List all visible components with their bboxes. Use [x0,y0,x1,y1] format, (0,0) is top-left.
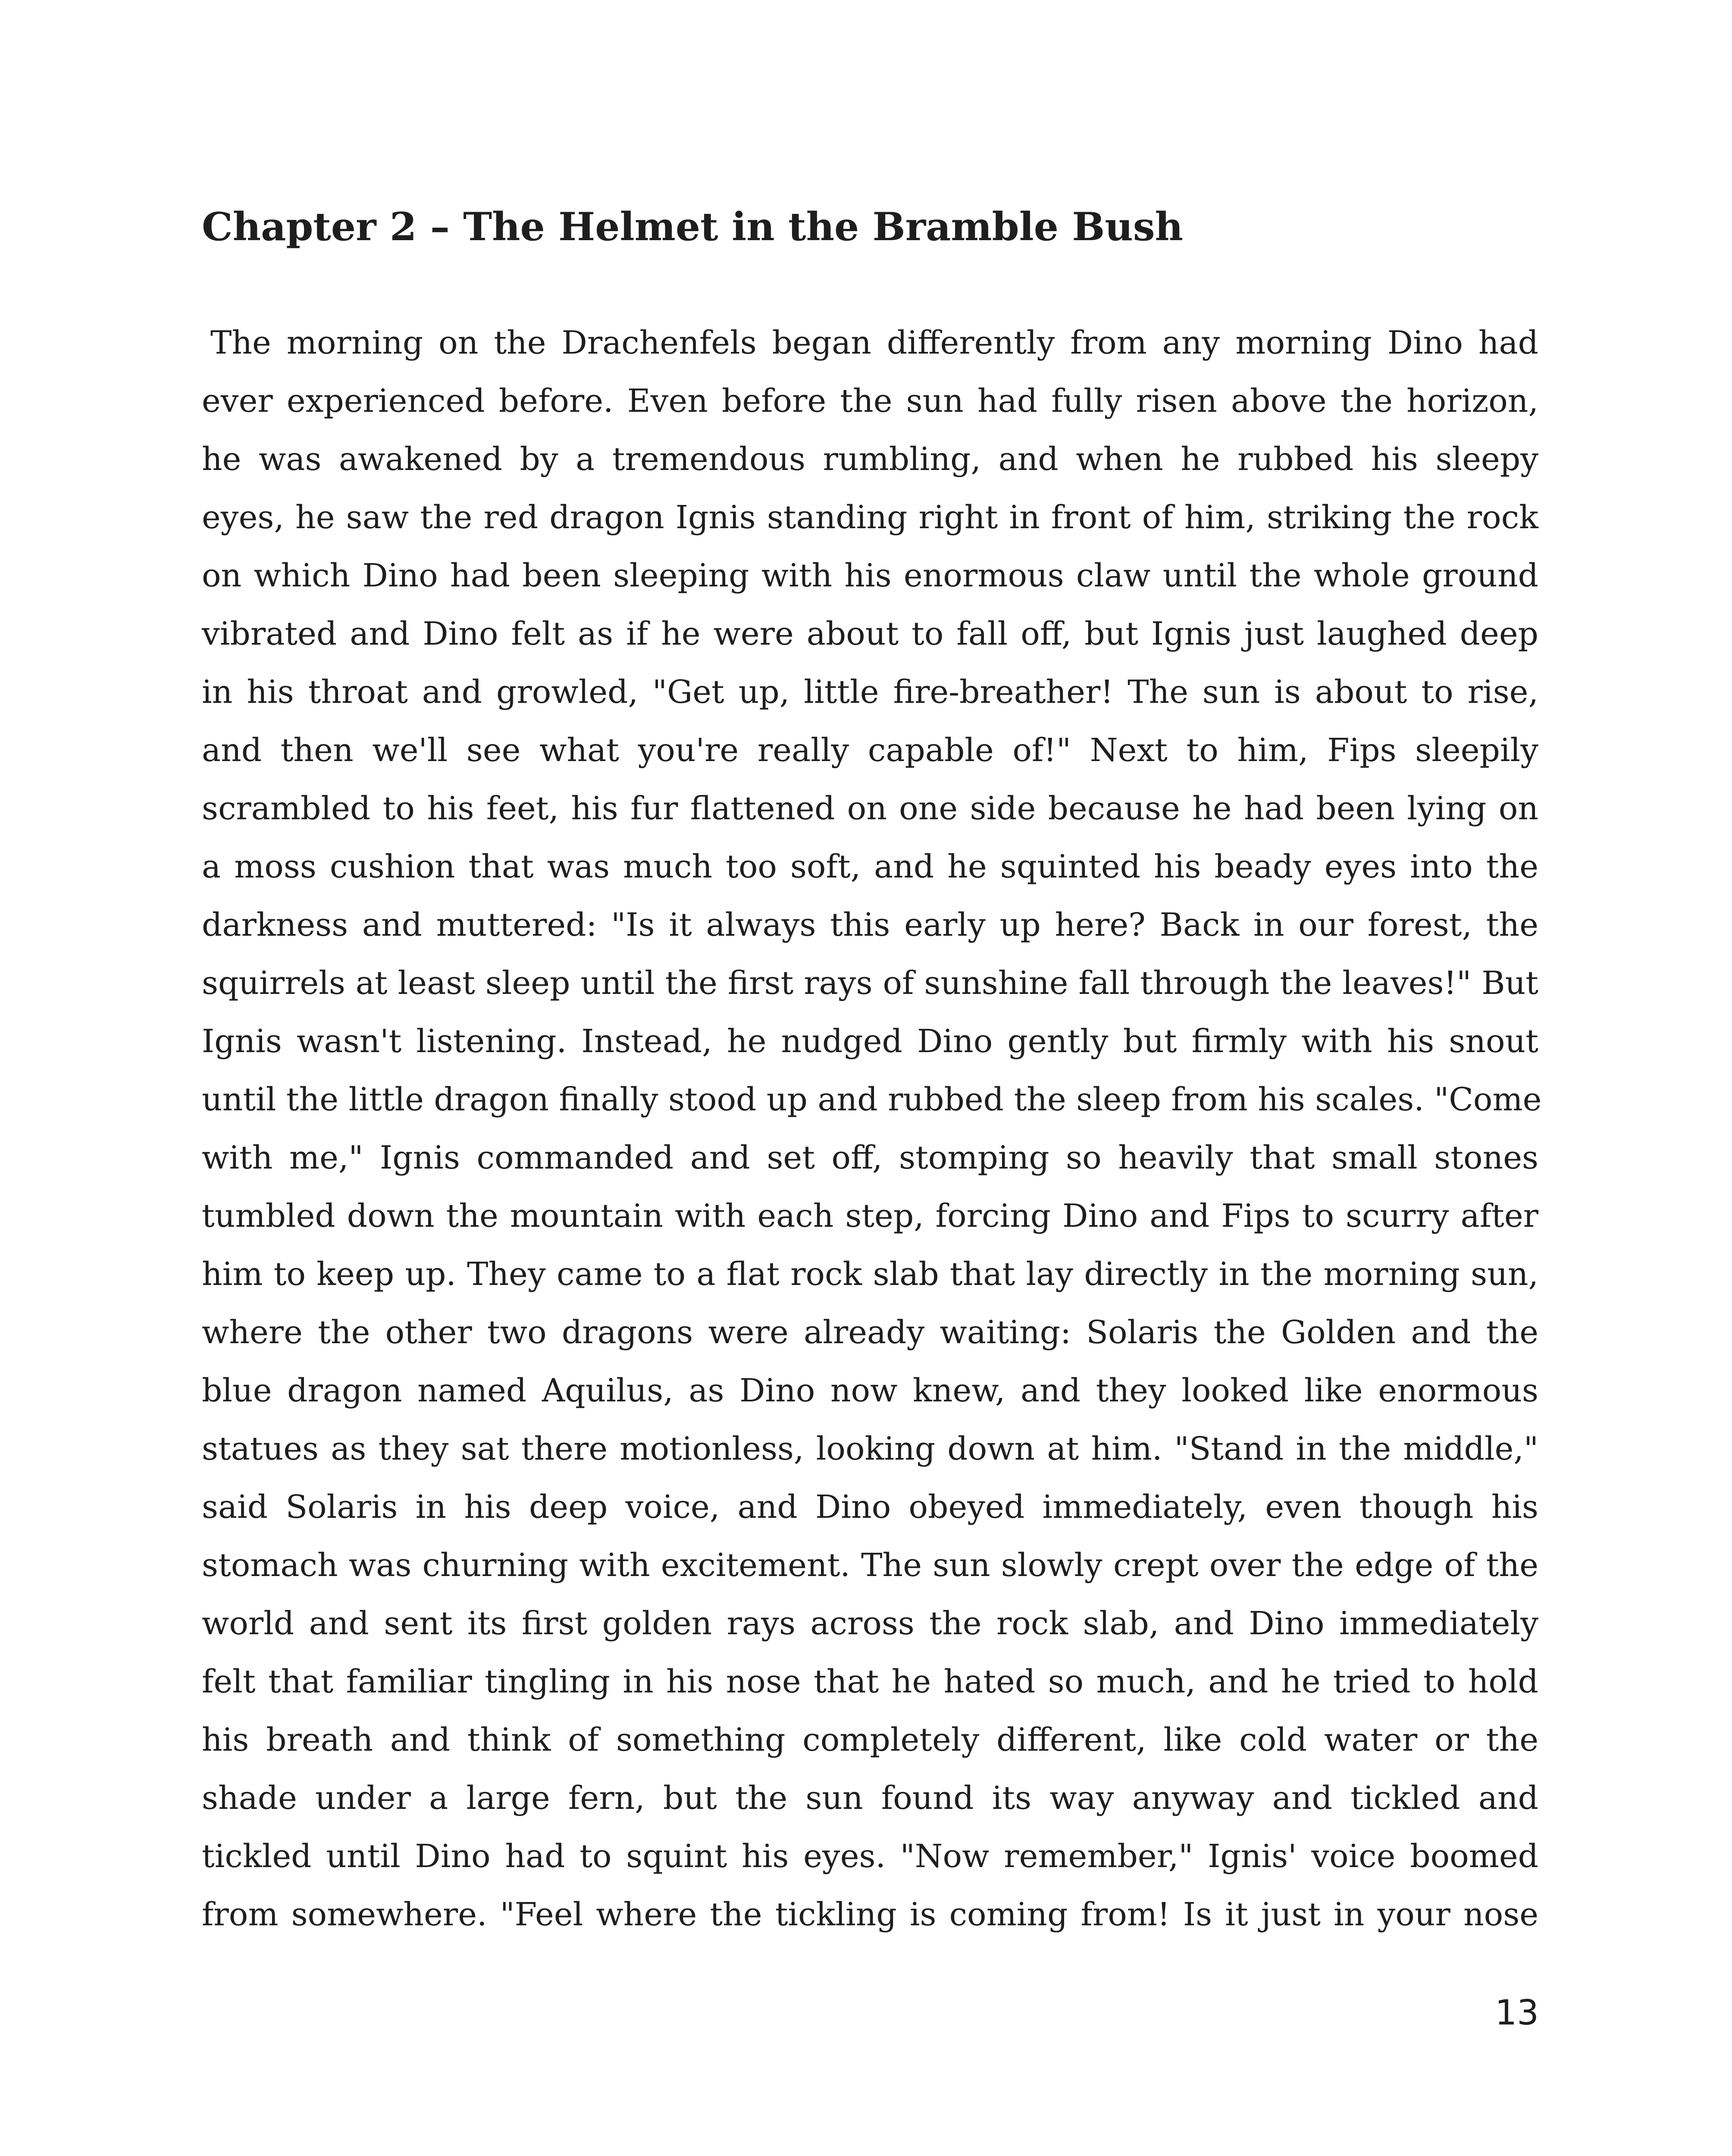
paragraph-line: his breath and think of something completely different, like cold water or the [202,1721,1538,1758]
paragraph-line: on which Dino had been sleeping with his enormous claw until the whole ground [202,557,1538,594]
paragraph-line: ever experienced before. Even before the sun had fully risen above the horizon, [202,382,1538,420]
paragraph-line: blue dragon named Aquilus, as Dino now knew, and they looked like enormous [202,1372,1538,1409]
paragraph-line: statues as they sat there motionless, looking down at him. "Stand in the middle," [202,1430,1538,1467]
paragraph-line: vibrated and Dino felt as if he were about to fall off, but Ignis just laughed deep [202,615,1538,652]
paragraph-line: The morning on the Drachenfels began differently from any morning Dino had [210,324,1538,361]
paragraph-line: shade under a large fern, but the sun found its way anyway and tickled and [202,1780,1538,1817]
paragraph-line: with me," Ignis commanded and set off, stomping so heavily that small stones [202,1139,1538,1176]
paragraph-line: from somewhere. "Feel where the tickling is coming from! Is it just in your nose [202,1896,1538,1933]
paragraph-line: tickled until Dino had to squint his eyes. "Now remember," Ignis' voice boomed [202,1838,1538,1875]
paragraph-line: Ignis wasn't listening. Instead, he nudged Dino gently but firmly with his snout [202,1023,1538,1060]
paragraph-line: scrambled to his feet, his fur flattened on one side because he had been lying on [202,790,1538,827]
paragraph-line: until the little dragon finally stood up and rubbed the sleep from his scales. "Come [202,1081,1542,1118]
page-number: 13 [1495,1993,1539,2033]
chapter-title: Chapter 2 – The Helmet in the Bramble Bush [202,204,1183,250]
paragraph-line: tumbled down the mountain with each step, forcing Dino and Fips to scurry after [202,1197,1538,1235]
paragraph-line: him to keep up. They came to a flat rock slab that lay directly in the morning sun, [202,1256,1538,1293]
paragraph-line: felt that familiar tingling in his nose that he hated so much, and he tried to hold [202,1663,1538,1700]
paragraph-line: in his throat and growled, "Get up, little fire-breather! The sun is about to rise, [202,674,1538,711]
paragraph-line: a moss cushion that was much too soft, and he squinted his beady eyes into the [202,848,1538,885]
paragraph-line: squirrels at least sleep until the first rays of sunshine fall through the leaves!" But [202,965,1538,1002]
paragraph-line: world and sent its first golden rays across the rock slab, and Dino immediately [202,1605,1538,1642]
chapter-paragraph [202,314,1542,1944]
paragraph-line: where the other two dragons were already waiting: Solaris the Golden and the [202,1314,1538,1351]
paragraph-line: said Solaris in his deep voice, and Dino obeyed immediately, even though his [202,1489,1538,1526]
paragraph-line: eyes, he saw the red dragon Ignis standing right in front of him, striking the rock [202,499,1538,536]
paragraph-line: he was awakened by a tremendous rumbling, and when he rubbed his sleepy [202,441,1538,478]
paragraph-line: and then we'll see what you're really capable of!" Next to him, Fips sleepily [202,732,1538,769]
paragraph-line: darkness and muttered: "Is it always this early up here? Back in our forest, the [202,906,1538,943]
paragraph-line: stomach was churning with excitement. The sun slowly crept over the edge of the [202,1547,1538,1584]
